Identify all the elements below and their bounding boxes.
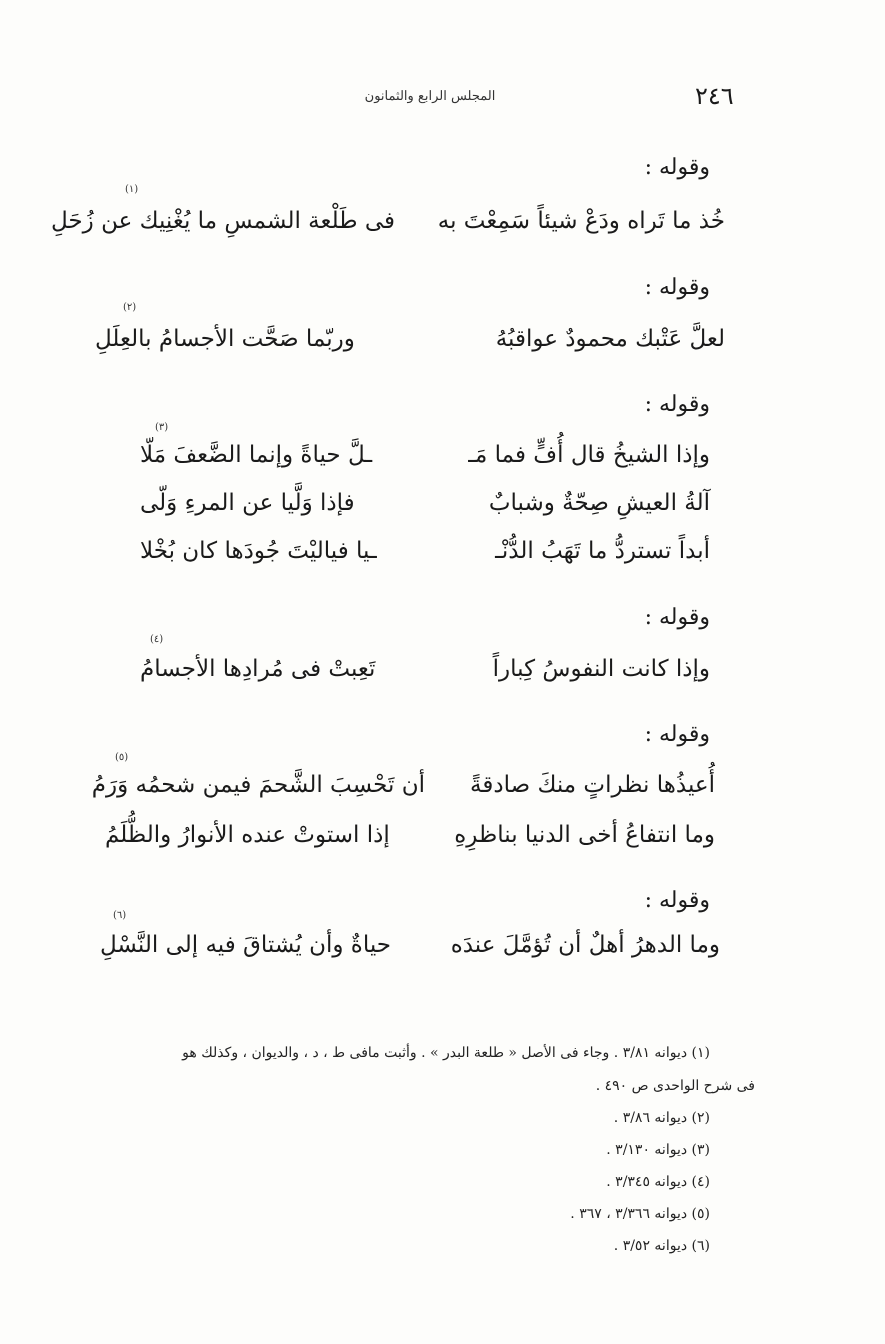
verse-second-hemistich: وربّما صَحَّت الأجسامُ بالعِلَلِ xyxy=(95,326,355,352)
verse-first-hemistich: وإذا الشيخُ قال أُفٍّ فما مَـ xyxy=(468,442,710,468)
verse-line xyxy=(91,752,725,816)
verse-second-hemistich: إذا استوتْ عنده الأنوارُ والظُّلَمُ xyxy=(105,822,390,848)
footnote: (٦) ديوانه ٣/٥٢ . xyxy=(613,1238,710,1254)
verse-first-hemistich: وإذا كانت النفوسُ كِباراً xyxy=(492,656,710,682)
verse-line xyxy=(95,822,725,866)
verse-line xyxy=(95,302,725,370)
verse-line xyxy=(95,490,725,534)
running-title: المجلس الرابع والثمانون xyxy=(364,89,496,104)
footnote: (٥) ديوانه ٣/٣٦٦ ، ٣٦٧ . xyxy=(570,1206,710,1222)
footnote-ref: (٣) xyxy=(155,422,169,433)
footnote-ref: (٤) xyxy=(150,634,164,645)
verse-first-hemistich: أبداً تستردُّ ما تَهَبُ الدُّنْـ xyxy=(495,538,710,564)
page-number: ٢٤٦ xyxy=(695,82,734,110)
intro-label: وقوله : xyxy=(644,605,710,630)
intro-label: وقوله : xyxy=(644,888,710,913)
verse-second-hemistich: ـلَّ حياةً وإنما الضَّعفَ مَلّا xyxy=(140,442,373,468)
verse-second-hemistich: تَعِبتْ فى مُرادِها الأجسامُ xyxy=(140,656,376,682)
intro-label: وقوله : xyxy=(644,392,710,417)
footnote-ref: (٦) xyxy=(113,910,127,921)
verse-line xyxy=(95,910,725,976)
verse-second-hemistich: أن تَحْسِبَ الشَّحمَ فيمن شحمُه وَرَمُ xyxy=(91,772,425,798)
verse-second-hemistich: فإذا وَلَّيا عن المرءِ وَلّى xyxy=(140,490,355,516)
verse-first-hemistich: وما انتفاعُ أخى الدنيا بناظرِهِ xyxy=(454,822,715,848)
footnote: فى شرح الواحدى ص ٤٩٠ . xyxy=(595,1078,755,1094)
verse-first-hemistich: لعلَّ عَتْبك محمودٌ عواقبُهُ xyxy=(495,326,725,352)
footnote: (١) ديوانه ٣/٨١ . وجاء فى الأصل « طلعة البدر » . وأثبت مافى ط ، د ، والديوان ، وكذلك هو xyxy=(182,1045,710,1061)
verse-line xyxy=(51,184,725,252)
verse-first-hemistich: وما الدهرُ أهلٌ أن تُؤمَّلَ عندَه xyxy=(450,932,720,958)
intro-label: وقوله : xyxy=(644,275,710,300)
footnote-ref: (١) xyxy=(125,184,139,195)
verse-second-hemistich: حياةٌ وأن يُشتاقَ فيه إلى النَّسْلِ xyxy=(100,932,391,958)
verse-line xyxy=(95,538,725,582)
footnote-ref: (٥) xyxy=(115,752,129,763)
verse-first-hemistich: آلةُ العيشِ صِحّةٌ وشبابٌ xyxy=(488,490,710,516)
verse-second-hemistich: ـيا فياليْتَ جُودَها كان بُخْلا xyxy=(140,538,377,564)
verse-second-hemistich: فى طَلْعة الشمسِ ما يُغْنِيك عن زُحَلِ xyxy=(51,208,395,234)
intro-label: وقوله : xyxy=(644,722,710,747)
verse-line xyxy=(95,634,725,700)
verse-first-hemistich: خُذ ما تَراه ودَعْ شيئاً سَمِعْتَ به xyxy=(437,208,725,234)
verse-line xyxy=(95,422,725,486)
verse-first-hemistich: أُعيذُها نظراتٍ منكَ صادقةً xyxy=(470,772,715,798)
footnote: (٢) ديوانه ٣/٨٦ . xyxy=(613,1110,710,1126)
footnote-ref: (٢) xyxy=(123,302,137,313)
footnote: (٤) ديوانه ٣/٣٤٥ . xyxy=(606,1174,710,1190)
footnote: (٣) ديوانه ٣/١٣٠ . xyxy=(606,1142,710,1158)
intro-label: وقوله : xyxy=(644,155,710,180)
